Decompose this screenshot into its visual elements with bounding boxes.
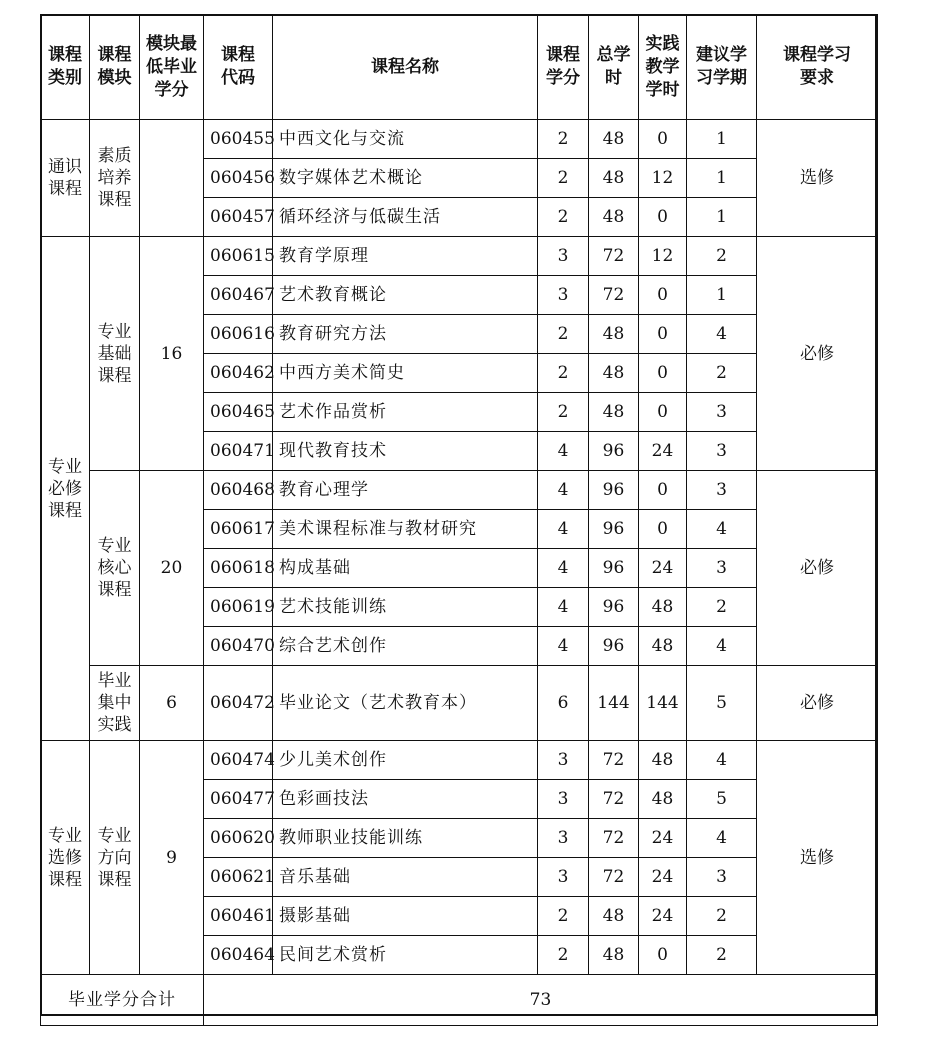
header-code: 课程代码 (204, 15, 273, 120)
course-code-cell: 060470 (204, 627, 273, 666)
practice-hours-cell: 24 (639, 549, 687, 588)
course-name-cell: 教育研究方法 (273, 315, 538, 354)
total-hours-cell: 96 (589, 627, 639, 666)
suggested-term-cell: 3 (687, 393, 757, 432)
course-code-cell: 060472 (204, 666, 273, 741)
course-credits-cell: 3 (538, 819, 589, 858)
total-hours-cell: 48 (589, 393, 639, 432)
total-hours-cell: 48 (589, 159, 639, 198)
course-module-cell: 素质培养课程 (90, 120, 140, 237)
suggested-term-cell: 4 (687, 819, 757, 858)
course-name-cell: 教育学原理 (273, 237, 538, 276)
course-code-cell: 060467 (204, 276, 273, 315)
course-credits-cell: 2 (538, 198, 589, 237)
course-module-cell: 专业核心课程 (90, 471, 140, 666)
total-hours-cell: 96 (589, 549, 639, 588)
header-module: 课程模块 (90, 15, 140, 120)
suggested-term-cell: 3 (687, 549, 757, 588)
table-row (41, 741, 878, 780)
course-code-cell: 060474 (204, 741, 273, 780)
course-code-cell: 060455 (204, 120, 273, 159)
total-hours-cell: 72 (589, 858, 639, 897)
course-credits-cell: 4 (538, 588, 589, 627)
course-name-cell: 教育心理学 (273, 471, 538, 510)
course-credits-cell: 2 (538, 393, 589, 432)
total-hours-cell: 72 (589, 741, 639, 780)
practice-hours-cell: 0 (639, 510, 687, 549)
header-category: 课程类别 (41, 15, 90, 120)
table-body (41, 15, 878, 1026)
practice-hours-cell: 0 (639, 471, 687, 510)
course-category-cell: 专业必修课程 (41, 237, 90, 741)
course-category-cell: 通识课程 (41, 120, 90, 237)
course-code-cell: 060620 (204, 819, 273, 858)
suggested-term-cell: 1 (687, 120, 757, 159)
header-requirement: 课程学习要求 (757, 15, 878, 120)
course-credits-cell: 6 (538, 666, 589, 741)
total-hours-cell: 48 (589, 315, 639, 354)
practice-hours-cell: 144 (639, 666, 687, 741)
course-name-cell: 美术课程标准与教材研究 (273, 510, 538, 549)
total-hours-cell: 72 (589, 780, 639, 819)
course-code-cell: 060618 (204, 549, 273, 588)
suggested-term-cell: 3 (687, 432, 757, 471)
course-code-cell: 060468 (204, 471, 273, 510)
curriculum-table (40, 14, 878, 1026)
practice-hours-cell: 0 (639, 198, 687, 237)
suggested-term-cell: 2 (687, 897, 757, 936)
course-name-cell: 色彩画技法 (273, 780, 538, 819)
course-name-cell: 艺术教育概论 (273, 276, 538, 315)
total-hours-cell: 72 (589, 276, 639, 315)
course-name-cell: 循环经济与低碳生活 (273, 198, 538, 237)
course-name-cell: 中西文化与交流 (273, 120, 538, 159)
total-hours-cell: 96 (589, 588, 639, 627)
course-code-cell: 060465 (204, 393, 273, 432)
course-module-cell: 毕业集中实践 (90, 666, 140, 741)
course-code-cell: 060615 (204, 237, 273, 276)
suggested-term-cell: 2 (687, 936, 757, 975)
course-module-cell: 专业方向课程 (90, 741, 140, 975)
practice-hours-cell: 0 (639, 354, 687, 393)
course-credits-cell: 2 (538, 315, 589, 354)
suggested-term-cell: 4 (687, 510, 757, 549)
suggested-term-cell: 1 (687, 276, 757, 315)
table-row (41, 471, 878, 510)
module-min-credits-cell: 6 (140, 666, 204, 741)
header-name: 课程名称 (273, 15, 538, 120)
header-credits: 课程学分 (538, 15, 589, 120)
practice-hours-cell: 48 (639, 588, 687, 627)
course-module-cell: 专业基础课程 (90, 237, 140, 471)
header-row (41, 15, 878, 120)
course-code-cell: 060464 (204, 936, 273, 975)
practice-hours-cell: 0 (639, 276, 687, 315)
total-hours-cell: 48 (589, 120, 639, 159)
course-code-cell: 060621 (204, 858, 273, 897)
course-credits-cell: 3 (538, 237, 589, 276)
course-name-cell: 教师职业技能训练 (273, 819, 538, 858)
total-hours-cell: 72 (589, 237, 639, 276)
course-code-cell: 060619 (204, 588, 273, 627)
course-code-cell: 060456 (204, 159, 273, 198)
course-code-cell: 060471 (204, 432, 273, 471)
course-credits-cell: 2 (538, 936, 589, 975)
module-min-credits-cell (140, 120, 204, 237)
course-name-cell: 艺术作品赏析 (273, 393, 538, 432)
header-total-hours: 总学时 (589, 15, 639, 120)
practice-hours-cell: 24 (639, 432, 687, 471)
course-code-cell: 060462 (204, 354, 273, 393)
course-credits-cell: 2 (538, 159, 589, 198)
suggested-term-cell: 2 (687, 354, 757, 393)
suggested-term-cell: 2 (687, 588, 757, 627)
practice-hours-cell: 0 (639, 120, 687, 159)
course-category-cell: 专业选修课程 (41, 741, 90, 975)
total-hours-cell: 48 (589, 897, 639, 936)
course-name-cell: 综合艺术创作 (273, 627, 538, 666)
course-code-cell: 060457 (204, 198, 273, 237)
course-credits-cell: 4 (538, 510, 589, 549)
course-credits-cell: 4 (538, 471, 589, 510)
course-code-cell: 060617 (204, 510, 273, 549)
total-hours-cell: 96 (589, 432, 639, 471)
course-code-cell: 060616 (204, 315, 273, 354)
practice-hours-cell: 24 (639, 819, 687, 858)
requirement-cell: 选修 (757, 741, 878, 975)
total-hours-cell: 72 (589, 819, 639, 858)
requirement-cell: 选修 (757, 120, 878, 237)
total-row (41, 975, 878, 1026)
practice-hours-cell: 12 (639, 237, 687, 276)
total-credits-value: 73 (204, 975, 878, 1026)
course-name-cell: 毕业论文（艺术教育本） (273, 666, 538, 741)
course-credits-cell: 3 (538, 858, 589, 897)
suggested-term-cell: 1 (687, 198, 757, 237)
requirement-cell: 必修 (757, 471, 878, 666)
total-hours-cell: 48 (589, 354, 639, 393)
course-name-cell: 摄影基础 (273, 897, 538, 936)
module-min-credits-cell: 20 (140, 471, 204, 666)
practice-hours-cell: 48 (639, 627, 687, 666)
course-name-cell: 现代教育技术 (273, 432, 538, 471)
table-row (41, 120, 878, 159)
requirement-cell: 必修 (757, 237, 878, 471)
practice-hours-cell: 0 (639, 936, 687, 975)
course-code-cell: 060461 (204, 897, 273, 936)
header-min-credits: 模块最低毕业学分 (140, 15, 204, 120)
course-name-cell: 音乐基础 (273, 858, 538, 897)
total-hours-cell: 96 (589, 510, 639, 549)
practice-hours-cell: 48 (639, 780, 687, 819)
total-hours-cell: 48 (589, 936, 639, 975)
practice-hours-cell: 0 (639, 315, 687, 354)
course-credits-cell: 4 (538, 627, 589, 666)
total-credits-label: 毕业学分合计 (41, 975, 204, 1026)
table-row (41, 666, 878, 741)
suggested-term-cell: 3 (687, 471, 757, 510)
practice-hours-cell: 12 (639, 159, 687, 198)
total-hours-cell: 96 (589, 471, 639, 510)
practice-hours-cell: 24 (639, 858, 687, 897)
module-min-credits-cell: 9 (140, 741, 204, 975)
practice-hours-cell: 0 (639, 393, 687, 432)
header-term: 建议学习学期 (687, 15, 757, 120)
course-name-cell: 民间艺术赏析 (273, 936, 538, 975)
module-min-credits-cell: 16 (140, 237, 204, 471)
suggested-term-cell: 5 (687, 666, 757, 741)
suggested-term-cell: 5 (687, 780, 757, 819)
suggested-term-cell: 4 (687, 627, 757, 666)
course-credits-cell: 2 (538, 354, 589, 393)
total-hours-cell: 144 (589, 666, 639, 741)
practice-hours-cell: 24 (639, 897, 687, 936)
total-hours-cell: 48 (589, 198, 639, 237)
suggested-term-cell: 3 (687, 858, 757, 897)
course-credits-cell: 3 (538, 741, 589, 780)
course-name-cell: 艺术技能训练 (273, 588, 538, 627)
course-credits-cell: 2 (538, 897, 589, 936)
requirement-cell: 必修 (757, 666, 878, 741)
practice-hours-cell: 48 (639, 741, 687, 780)
course-credits-cell: 4 (538, 549, 589, 588)
table-row (41, 237, 878, 276)
course-code-cell: 060477 (204, 780, 273, 819)
course-name-cell: 构成基础 (273, 549, 538, 588)
header-practice-hours: 实践教学学时 (639, 15, 687, 120)
course-name-cell: 数字媒体艺术概论 (273, 159, 538, 198)
suggested-term-cell: 4 (687, 741, 757, 780)
course-name-cell: 中西方美术简史 (273, 354, 538, 393)
suggested-term-cell: 4 (687, 315, 757, 354)
course-credits-cell: 2 (538, 120, 589, 159)
suggested-term-cell: 1 (687, 159, 757, 198)
suggested-term-cell: 2 (687, 237, 757, 276)
course-name-cell: 少儿美术创作 (273, 741, 538, 780)
course-credits-cell: 3 (538, 276, 589, 315)
course-credits-cell: 3 (538, 780, 589, 819)
course-credits-cell: 4 (538, 432, 589, 471)
